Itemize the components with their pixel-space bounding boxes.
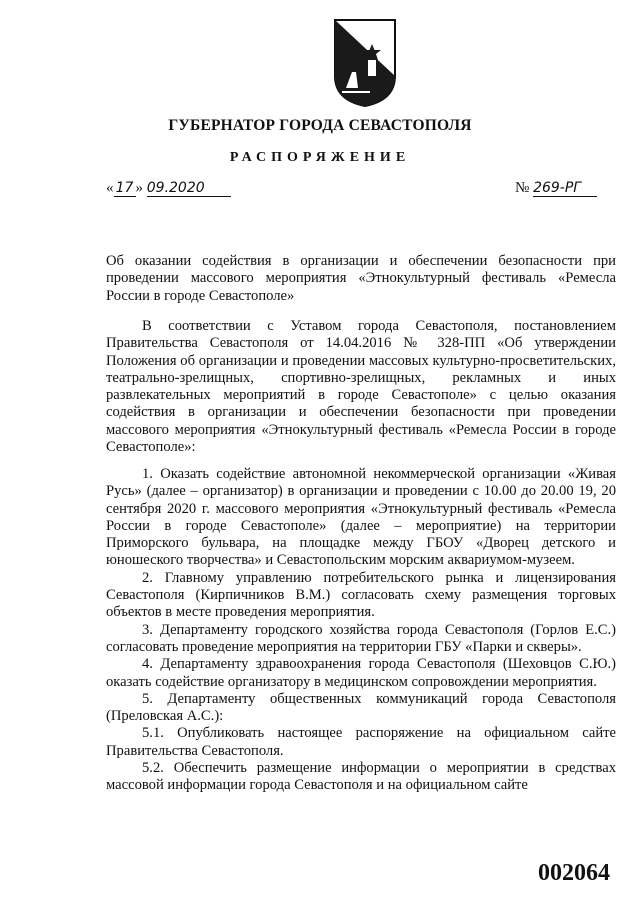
document-type: РАСПОРЯЖЕНИЕ [229,150,411,165]
order-items [106,466,616,795]
order-item: 1. Оказать содействие автономной некоммерческой организации «Живая Русь» (далее – организатор) в организации и проведении с 10.00 до 20.00 19, 20 сентября 2020 г. массового мероприятия «Этнокультурный фестиваль «Ремесла России в городе Севастополе» (далее – мероприятие) на территории Приморского бульвара, на площадке между ГБОУ «Дворец детского и юношеского творчества» и Севастопольским морским аквариумом-музеем. [106,466,616,569]
date-day: 17 [114,180,136,197]
date-month-year: 09.2020 [147,180,231,197]
preamble: В соответствии с Уставом города Севастополя, постановлением Правительства Севастополя от 14.04.2016 № 328-ПП «Об утверждении Положения об организации и проведении массовых культурно-просветительских, театрально-зрелищных, спортивно-зрелищных, рекламных и иных развлекательных мероприятий в городе Севастополе» с целью оказания содействия в организации и обеспечении безопасности при проведении массового мероприятия «Этнокультурный фестиваль «Ремесла России в городе Севастополе»: [106,318,616,456]
document-number: № 269-РГ [515,180,597,197]
order-item: 3. Департаменту городского хозяйства города Севастополя (Горлов Е.С.) согласовать проведение мероприятия на территории ГБУ «Парки и скверы». [106,621,616,655]
issuer-title: ГУБЕРНАТОР ГОРОДА СЕВАСТОПОЛЯ [168,117,472,134]
order-item: 5. Департаменту общественных коммуникаций города Севастополя (Преловская А.С.): [106,690,616,725]
document-date: « 17 » 09.2020 [106,180,231,197]
order-item: 2. Главному управлению потребительского рынка и лицензирования Севастополя (Кирпичников В.М.) согласовать схему размещения торговых объектов в месте проведения мероприятия. [106,569,616,621]
serial-number: 002064 [538,860,610,886]
document-subject: Об оказании содействия в организации и обеспечении безопасности при проведении массового мероприятия «Этнокультурный фестиваль «Ремесла России в городе Севастополе» [106,253,616,304]
order-item: 5.2. Обеспечить размещение информации о мероприятии в средствах массовой информации города Севастополя и на официальном сайте [106,760,616,794]
order-item: 4. Департаменту здравоохранения города Севастополя (Шеховцов С.Ю.) оказать содействие организатору в медицинском сопровождении мероприятия. [106,656,616,690]
number-value: 269-РГ [533,180,597,197]
sevastopol-coat-of-arms-icon [332,18,398,108]
order-item: 5.1. Опубликовать настоящее распоряжение на официальном сайте Правительства Севастополя. [106,725,616,759]
